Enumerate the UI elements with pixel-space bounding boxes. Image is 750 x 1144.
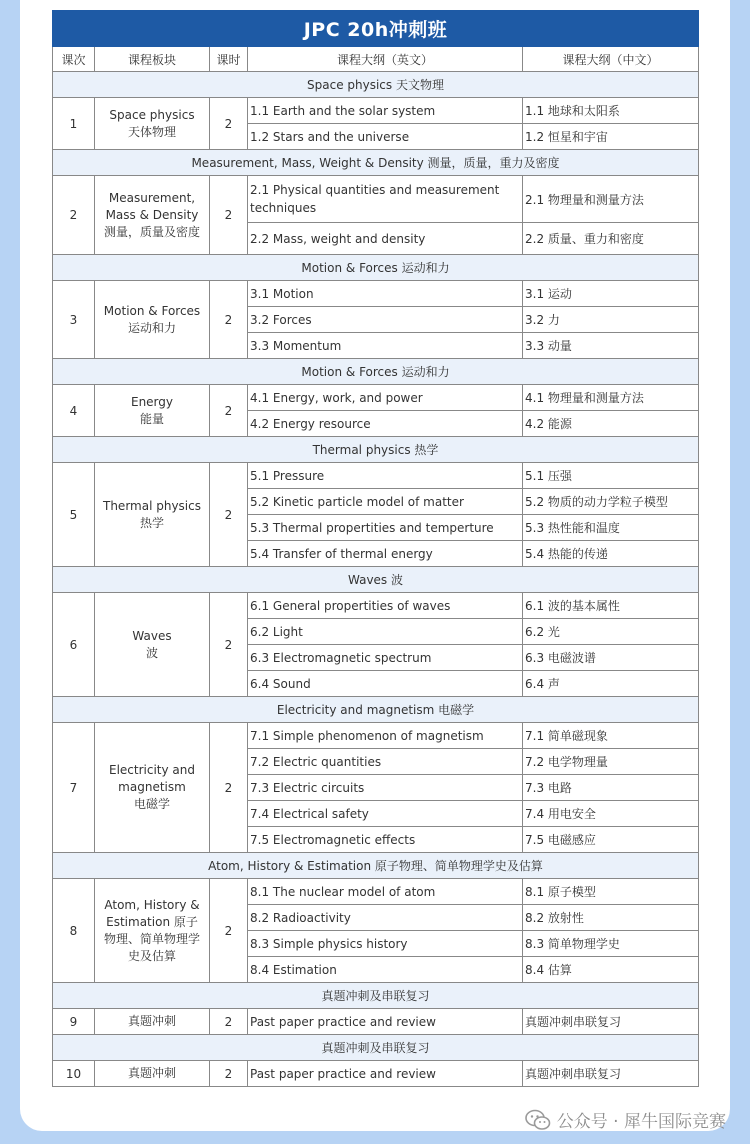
outline-zh: 4.1 物理量和测量方法	[523, 385, 699, 411]
lesson-number: 8	[53, 879, 95, 983]
section-title: Measurement, Mass, Weight & Density 测量，质量，重力及密度	[53, 150, 699, 176]
outline-zh: 5.3 热性能和温度	[523, 515, 699, 541]
outline-en: Past paper practice and review	[248, 1061, 523, 1087]
section-title: Space physics 天文物理	[53, 72, 699, 98]
outline-en: 8.1 The nuclear model of atom	[248, 879, 523, 905]
outline-en: 2.1 Physical quantities and measurement techniques	[248, 176, 523, 223]
header-hours: 课时	[210, 47, 248, 72]
lesson-hours: 2	[210, 723, 248, 853]
lesson-hours: 2	[210, 385, 248, 437]
table-row	[53, 1009, 699, 1035]
course-block-zh: 电磁学	[133, 797, 170, 811]
lesson-hours: 2	[210, 593, 248, 697]
lesson-number: 10	[53, 1061, 95, 1087]
course-block-en: Thermal physics	[103, 498, 201, 513]
course-block	[95, 98, 210, 150]
course-block	[95, 463, 210, 567]
section-row	[53, 72, 699, 98]
course-block	[95, 281, 210, 359]
section-title: Motion & Forces 运动和力	[53, 255, 699, 281]
outline-en: 7.1 Simple phenomenon of magnetism	[248, 723, 523, 749]
course-block	[95, 1009, 210, 1035]
outline-en: 6.4 Sound	[248, 671, 523, 697]
section-title: Atom, History & Estimation 原子物理、简单物理学史及估算	[53, 853, 699, 879]
table-row	[53, 98, 699, 124]
lesson-hours: 2	[210, 1061, 248, 1087]
section-row	[53, 1035, 699, 1061]
section-row	[53, 437, 699, 463]
section-title: Electricity and magnetism 电磁学	[53, 697, 699, 723]
lesson-hours: 2	[210, 463, 248, 567]
lesson-number: 5	[53, 463, 95, 567]
outline-zh: 6.1 波的基本属性	[523, 593, 699, 619]
outline-en: 4.1 Energy, work, and power	[248, 385, 523, 411]
lesson-number: 7	[53, 723, 95, 853]
section-row	[53, 697, 699, 723]
lesson-number: 9	[53, 1009, 95, 1035]
course-block	[95, 723, 210, 853]
outline-en: 6.1 General propertities of waves	[248, 593, 523, 619]
outline-en: Past paper practice and review	[248, 1009, 523, 1035]
table-title: JPC 20h冲刺班	[53, 11, 699, 47]
section-row	[53, 567, 699, 593]
section-row	[53, 983, 699, 1009]
outline-en: 4.2 Energy resource	[248, 411, 523, 437]
outline-zh: 7.3 电路	[523, 775, 699, 801]
header-outline-zh: 课程大纲（中文）	[523, 47, 699, 72]
outline-en: 7.3 Electric circuits	[248, 775, 523, 801]
course-block	[95, 879, 210, 983]
outline-zh: 8.3 简单物理学史	[523, 931, 699, 957]
outline-zh: 6.4 声	[523, 671, 699, 697]
lesson-number: 1	[53, 98, 95, 150]
course-block	[95, 385, 210, 437]
lesson-number: 2	[53, 176, 95, 255]
outline-zh: 3.1 运动	[523, 281, 699, 307]
outline-zh: 1.1 地球和太阳系	[523, 98, 699, 124]
course-block-en: 真题冲刺	[127, 1014, 176, 1028]
course-block-en: Energy	[130, 394, 173, 409]
outline-en: 5.2 Kinetic particle model of matter	[248, 489, 523, 515]
outline-zh: 8.1 原子模型	[523, 879, 699, 905]
course-table	[52, 10, 699, 1087]
section-title: Motion & Forces 运动和力	[53, 359, 699, 385]
lesson-number: 4	[53, 385, 95, 437]
course-table-body	[53, 72, 699, 1087]
table-row	[53, 463, 699, 489]
course-block-en: 真题冲刺	[127, 1066, 176, 1080]
course-block-en: Electricity and magnetism	[109, 763, 195, 794]
outline-zh: 5.4 热能的传递	[523, 541, 699, 567]
outline-zh: 真题冲刺串联复习	[523, 1009, 699, 1035]
course-block-zh: 热学	[139, 515, 164, 530]
outline-en: 7.4 Electrical safety	[248, 801, 523, 827]
outline-zh: 2.1 物理量和测量方法	[523, 176, 699, 223]
outline-zh: 6.2 光	[523, 619, 699, 645]
outline-zh: 3.3 动量	[523, 333, 699, 359]
course-block-zh: 能量	[139, 411, 164, 426]
outline-zh: 5.1 压强	[523, 463, 699, 489]
header-block: 课程板块	[95, 47, 210, 72]
outline-en: 5.1 Pressure	[248, 463, 523, 489]
lesson-number: 3	[53, 281, 95, 359]
outline-zh: 5.2 物质的动力学粒子模型	[523, 489, 699, 515]
outline-zh: 6.3 电磁波谱	[523, 645, 699, 671]
section-title: Thermal physics 热学	[53, 437, 699, 463]
section-row	[53, 255, 699, 281]
lesson-number: 6	[53, 593, 95, 697]
table-row	[53, 1061, 699, 1087]
outline-en: 1.2 Stars and the universe	[248, 124, 523, 150]
outline-zh: 4.2 能源	[523, 411, 699, 437]
lesson-hours: 2	[210, 98, 248, 150]
outline-zh: 7.4 用电安全	[523, 801, 699, 827]
course-block-en: Atom, History & Estimation 原子物理、简单物理学史及估算	[103, 897, 200, 963]
course-block-en: Motion & Forces	[103, 303, 201, 318]
footer-text: 公众号 · 犀牛国际竞赛	[556, 1112, 726, 1132]
outline-en: 8.3 Simple physics history	[248, 931, 523, 957]
outline-zh: 7.5 电磁感应	[523, 827, 699, 853]
course-block	[95, 593, 210, 697]
outline-en: 3.1 Motion	[248, 281, 523, 307]
wechat-icon	[525, 1109, 551, 1131]
section-title: Waves 波	[53, 567, 699, 593]
lesson-hours: 2	[210, 879, 248, 983]
outline-zh: 真题冲刺串联复习	[523, 1061, 699, 1087]
outline-zh: 2.2 质量、重力和密度	[523, 223, 699, 255]
course-block-zh: 天体物理	[127, 124, 176, 139]
course-block-zh: 运动和力	[127, 320, 176, 335]
course-block-zh: 波	[145, 645, 158, 660]
section-row	[53, 150, 699, 176]
lesson-hours: 2	[210, 176, 248, 255]
outline-en: 5.4 Transfer of thermal energy	[248, 541, 523, 567]
section-row	[53, 853, 699, 879]
outline-en: 3.3 Momentum	[248, 333, 523, 359]
section-row	[53, 359, 699, 385]
outline-en: 2.2 Mass, weight and density	[248, 223, 523, 255]
outline-zh: 1.2 恒星和宇宙	[523, 124, 699, 150]
lesson-hours: 2	[210, 1009, 248, 1035]
table-row	[53, 385, 699, 411]
outline-zh: 7.1 简单磁现象	[523, 723, 699, 749]
table-row	[53, 281, 699, 307]
course-block-en: Waves	[132, 628, 172, 643]
outline-en: 1.1 Earth and the solar system	[248, 98, 523, 124]
outline-en: 7.5 Electromagnetic effects	[248, 827, 523, 853]
outline-en: 6.2 Light	[248, 619, 523, 645]
outline-en: 3.2 Forces	[248, 307, 523, 333]
course-block-en: Measurement, Mass & Density 测量，质量及密度	[103, 190, 200, 239]
outline-en: 6.3 Electromagnetic spectrum	[248, 645, 523, 671]
table-row	[53, 723, 699, 749]
header-lesson: 课次	[53, 47, 95, 72]
footer-watermark	[525, 1107, 726, 1132]
outline-zh: 7.2 电学物理量	[523, 749, 699, 775]
section-title: 真题冲刺及串联复习	[53, 983, 699, 1009]
lesson-hours: 2	[210, 281, 248, 359]
table-row	[53, 593, 699, 619]
outline-en: 8.4 Estimation	[248, 957, 523, 983]
table-row	[53, 879, 699, 905]
section-title: 真题冲刺及串联复习	[53, 1035, 699, 1061]
outline-en: 8.2 Radioactivity	[248, 905, 523, 931]
course-block-en: Space physics	[109, 107, 195, 122]
course-block	[95, 176, 210, 255]
outline-en: 7.2 Electric quantities	[248, 749, 523, 775]
table-row	[53, 176, 699, 223]
header-outline-en: 课程大纲（英文）	[248, 47, 523, 72]
outline-en: 5.3 Thermal propertities and temperture	[248, 515, 523, 541]
outline-zh: 8.2 放射性	[523, 905, 699, 931]
outline-zh: 3.2 力	[523, 307, 699, 333]
course-block	[95, 1061, 210, 1087]
outline-zh: 8.4 估算	[523, 957, 699, 983]
